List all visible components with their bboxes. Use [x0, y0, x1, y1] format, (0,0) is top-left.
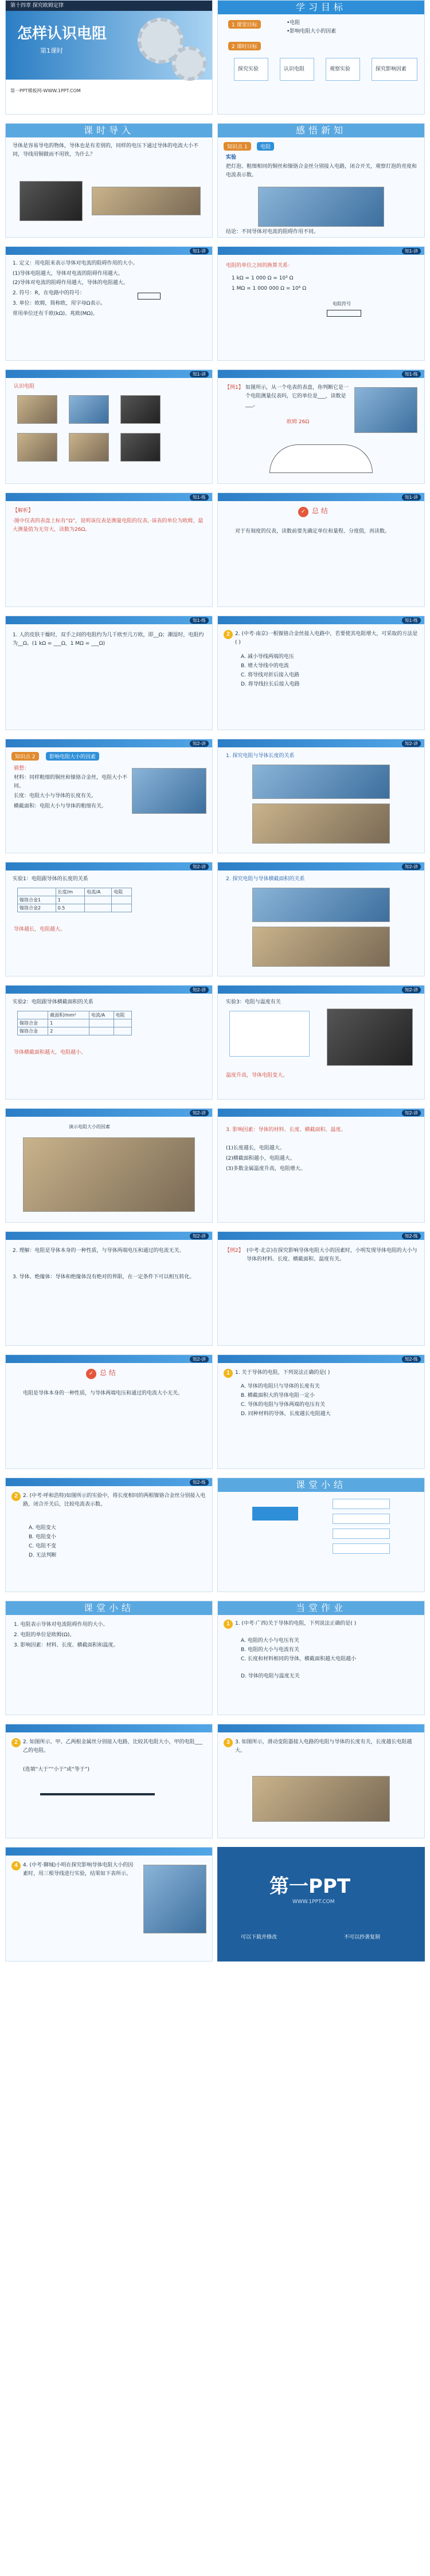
exp1-table: [17, 888, 132, 912]
option-d[interactable]: D. 导体的电阻与温度无关: [241, 1673, 300, 1679]
goal1-tag: 1 课堂目标: [228, 20, 261, 29]
mindmap-node: [333, 1529, 390, 1539]
slide-temp-exp[interactable]: 知2-讲 实验3：电阻与温度有关 温度升高，导体电阻变大。: [217, 985, 425, 1100]
guess-area: 横截面积：电阻大小与导体的粗细有关。: [14, 803, 107, 809]
resistor-symbol-icon: [138, 293, 161, 300]
factors-tag2: 影响电阻大小的因素: [46, 752, 99, 761]
example-answer: 欧姆 26Ω: [287, 419, 310, 425]
resistor-photo: [69, 395, 109, 424]
class-summary-heading: 课堂小结: [218, 1478, 424, 1492]
guess-material: 材料：同样粗细的铜丝和镍铬合金丝，电阻大小不同。: [14, 775, 128, 789]
length-exp-title: 1. 探究电阻与导体长度的关系: [226, 753, 295, 759]
class-summary2-heading: 课堂小结: [6, 1601, 212, 1615]
goal1-b: •影响电阻大小的因素: [287, 29, 337, 34]
def-line-2: (1)导体电阻越大，导体对电流的阻碍作用越大。: [13, 271, 123, 277]
question-text: 2. (中考·呼和浩特)如图所示的实验中，将长度相同的两根镍铬合金丝分别接入电路，闭合开关后，比较电流表示数。: [23, 1493, 206, 1507]
brand-logo: 第一PPT: [269, 1875, 351, 1898]
question-text: 2. 如图所示，甲、乙两根金属丝分别接入电路，比较其电阻大小，甲的电阻___乙的电阻。: [23, 1739, 202, 1754]
summary-text: 对于有刻度的仪表，读数前要先确定单位和量程、分度值，再读数。: [235, 529, 390, 534]
option-a[interactable]: A. 导体的电阻只与导体的长度有关: [241, 1384, 320, 1389]
option-c[interactable]: C. 长度和材料相同的导体，横截面积越大电阻越小: [241, 1656, 357, 1662]
wire-illustration: [40, 1793, 155, 1795]
slide-brand[interactable]: [217, 1847, 425, 1961]
question-number-badge: 1: [224, 1369, 233, 1378]
factors-tag: 知识点 2: [11, 752, 39, 761]
row-14: [0, 1601, 430, 1715]
row-13: [0, 1478, 430, 1592]
understand-line-1: 2. 理解：电阻是导体本身的一种性质，与导体两端电压和通过的电流无关。: [13, 1248, 185, 1254]
guess-length: 长度：电阻大小与导体的长度有关。: [14, 793, 97, 799]
question-text: 1. 关于导体的电阻，下列说法正确的是( ): [235, 1370, 330, 1376]
def-line-3: (2)导体对电流的阻碍作用越大，导体的电阻越大。: [13, 280, 128, 286]
row-8: [0, 862, 430, 976]
slide-title[interactable]: [5, 0, 213, 115]
question-number-badge: 1: [224, 1620, 233, 1629]
symbol-caption: 电阻符号: [333, 301, 351, 306]
slide-factors-summary[interactable]: 知2-讲 3. 影响因素：导体的材料、长度、横截面积、温度。 (1)长度越长，电阻越大。 (2)横截面积越小，电阻越大。 (3)多数金属温度升高，电阻增大。: [217, 1108, 425, 1223]
gear-icon: [172, 46, 206, 81]
table-header-row: 截面积/mm² 电流/A 电阻: [18, 1011, 132, 1019]
table-header-row: 长度/m 电流/A 电阻: [18, 888, 132, 896]
row-1: [0, 0, 430, 115]
exp1-conclusion: 导体越长，电阻越大。: [14, 927, 66, 932]
analysis-label: 【解析】: [13, 508, 34, 514]
experiment-label: 实验: [226, 155, 237, 160]
resistor-photo: [120, 433, 161, 462]
option-b[interactable]: B. 电阻的大小与电流有关: [241, 1647, 299, 1653]
factors-line-1: 3. 影响因素：导体的材料、长度、横截面积、温度。: [226, 1127, 346, 1133]
experiment-text: 把灯泡、粗细相同的铜丝和镍铬合金丝分别接入电路，闭合开关，观察灯泡的亮度和电流表示数。: [226, 164, 417, 178]
area-exp-title: 2. 探究电阻与导体横截面积的关系: [226, 876, 305, 882]
exp2-table: [17, 1011, 132, 1035]
slide-homework-3[interactable]: [217, 1724, 425, 1838]
slide-area-exp[interactable]: 知2-讲 2. 探究电阻与导体横截面积的关系: [217, 862, 425, 976]
mindmap-node: [333, 1514, 390, 1524]
slide-analysis-1[interactable]: 知1-练 【解析】 ·图中仪表的表盘上标有“Ω”，说明该仪表是测量电阻的仪表。·该表的单位为欧姆，最大测量值为无穷大，读数为26Ω。: [5, 493, 213, 607]
units-line-2: 1 kΩ = 1 000 Ω = 10³ Ω: [232, 275, 294, 281]
goals-heading: 学习目标: [218, 1, 424, 14]
units-line-3: 1 MΩ = 1 000 000 Ω = 10⁶ Ω: [232, 286, 307, 292]
question-text: 3. 如图所示，滑动变阻器接入电路的电阻与导体的长度有关，长度越长电阻越大。: [235, 1739, 412, 1754]
slide-homework[interactable]: [217, 1601, 425, 1715]
row-4: [0, 369, 430, 484]
slide-demo[interactable]: 知2-讲 演示电阻大小的因素: [5, 1108, 213, 1223]
slide-class-summary[interactable]: [217, 1478, 425, 1592]
row-15: [0, 1724, 430, 1838]
exp2-title: 实验2：电阻跟导体横截面积的关系: [13, 999, 93, 1005]
summary-item: 1. 电阻表示导体对电流阻碍作用的大小。: [14, 1622, 108, 1628]
def-line-5: 3. 单位：欧姆，简称欧，用字母Ω表示。: [13, 301, 106, 306]
circuit-image: [132, 768, 206, 814]
slide-homework-4[interactable]: [5, 1847, 213, 1961]
summary-heading: 总 结: [312, 507, 328, 515]
step-box: 探究实验: [234, 58, 268, 81]
dial-gauge: [269, 444, 373, 473]
goal1-a: •电阻: [287, 20, 300, 26]
option-b[interactable]: B. 增大导线中的电流: [241, 663, 289, 669]
row-12: [0, 1354, 430, 1469]
row-5: [0, 493, 430, 607]
slide-example-2[interactable]: 知2-练 【例2】 (中考·北京)在探究影响导体电阻大小的因素时，小明发现导体电阻的大小与导体的材料、长度、横截面积、温度有关。: [217, 1231, 425, 1346]
slide-exp1-table[interactable]: 知2-讲 实验1：电阻跟导体的长度的关系 长度/m 电流/A 电阻 镍铬合金1 1 镍铬合金2 0.5 导体越长，电阻越大。: [5, 862, 213, 976]
slide-summary-2[interactable]: 知2-讲 ✓ 总 结 电阻是导体本身的一种性质，与导体两端电压和通过的电流大小无关。: [5, 1354, 213, 1469]
row-16: [0, 1847, 430, 1961]
footer-note-1: 可以下载并修改: [241, 1935, 277, 1940]
conclusion-text: 结论：不同导体对电流的阻碍作用不同。: [226, 229, 319, 235]
intro-text: 导体是容易导电的物体，导体也是有差别的，同样的电压下通过导体的电流大小不同，导线用铜做而不用铁，为什么？: [13, 143, 199, 157]
option-c[interactable]: C. 电阻不变: [29, 1543, 57, 1549]
resistor-image: [92, 187, 201, 215]
homework-heading: 当堂作业: [218, 1601, 424, 1615]
temp-exp-title: 实验3：电阻与温度有关: [226, 999, 281, 1005]
chapter-label: 第十四章 探究欧姆定律: [10, 3, 64, 9]
footer-note-2: 不可以抄袭复制: [344, 1935, 381, 1940]
resistor-photo: [120, 395, 161, 424]
exp2-conclusion: 导体横截面积越大，电阻越小。: [14, 1050, 87, 1055]
slide-know-resistors[interactable]: 知1-讲 认识电阻: [5, 369, 213, 484]
slide-understanding[interactable]: 知2-讲 2. 理解：电阻是导体本身的一种性质，与导体两端电压和通过的电流无关。 3. 导体、绝缘体：导体和绝缘体没有绝对的界限，在一定条件下可以相互转化。: [5, 1231, 213, 1346]
question-text: 1. (中考·广西)关于导体的电阻，下列说法正确的是( ): [235, 1621, 357, 1626]
resistor-photo: [17, 395, 57, 424]
table-row: 镍铬合金 1: [18, 1019, 132, 1027]
question-number-badge: 2: [224, 630, 233, 639]
question-number-badge: 3: [224, 1738, 233, 1747]
apparatus-image: [252, 888, 390, 922]
mindmap-node: [333, 1543, 390, 1554]
temp-conclusion: 温度升高，导体电阻变大。: [226, 1073, 288, 1078]
factors-line-4: (3)多数金属温度升高，电阻增大。: [226, 1166, 306, 1172]
slide-length-exp[interactable]: 知2-讲 1. 探究电阻与导体长度的关系: [217, 739, 425, 853]
question-number-badge: 2: [11, 1492, 21, 1501]
example2-text: (中考·北京)在探究影响导体电阻大小的因素时，小明发现导体电阻的大小与导体的材料、长度、横截面积、温度有关。: [247, 1248, 417, 1262]
slide-exp2-table[interactable]: 知2-讲 实验2：电阻跟导体横截面积的关系 截面积/mm² 电流/A 电阻 镍铬合金 1 镍铬合金 2 导体横截面积越大，电阻越小。: [5, 985, 213, 1100]
step-box: 认识电阻: [280, 58, 314, 81]
summary2-heading: 总 结: [100, 1369, 116, 1377]
intro-heading: 课时导入: [6, 124, 212, 137]
row-9: [0, 985, 430, 1100]
slide-definition[interactable]: 知1-讲 1. 定义：用电阻来表示导体对电流的阻碍作用的大小。 (1)导体电阻越大，导体对电流的阻碍作用越大。 (2)导体对电流的阻碍作用越大，导体的电阻越大。 2. 符号：R，在电路中的符号： 3. 单位：欧姆，简称欧，用字母Ω表示。 常用单位还有千欧(kΩ)、兆欧(MΩ)。: [5, 246, 213, 361]
know-title: 认识电阻: [14, 384, 35, 389]
circuit-diagram: [229, 1011, 310, 1057]
summary-item: 2. 电阻的单位是欧姆(Ω)。: [14, 1632, 75, 1638]
example2-label: 【例2】: [225, 1248, 244, 1254]
knowledge-tag2: 电阻: [257, 142, 274, 151]
slide-exercise-2[interactable]: 知1-练 2 2. (中考·南京)一根镍铬合金丝接入电路中，若要使其电阻增大，可采取的方法是( ) A. 减小导线两端的电压 B. 增大导线中的电流 C. 将导线对折后接入电路 D. 将导线拉长后接入电路: [217, 616, 425, 730]
analysis-text: ·图中仪表的表盘上标有“Ω”，说明该仪表是测量电阻的仪表。·该表的单位为欧姆，最大测量值为无穷大，读数为26Ω。: [13, 518, 204, 533]
summary-item: 3. 影响因素：材料、长度、横截面积和温度。: [14, 1643, 119, 1648]
def-line-1: 1. 定义：用电阻来表示导体对电流的阻碍作用的大小。: [13, 261, 138, 266]
option-c[interactable]: C. 将导线对折后接入电路: [241, 672, 300, 678]
example-label: 【例1】: [225, 385, 244, 391]
row-6: [0, 616, 430, 730]
understand-line-2: 3. 导体、绝缘体：导体和绝缘体没有绝对的界限，在一定条件下可以相互转化。: [13, 1274, 195, 1280]
option-d[interactable]: D. 无法判断: [29, 1553, 57, 1558]
cable-image: [19, 181, 83, 221]
option-b[interactable]: B. 横截面积大的导体电阻一定小: [241, 1393, 315, 1399]
slide-units[interactable]: 知1-讲 电阻的单位之间的换算关系： 1 kΩ = 1 000 Ω = 10³ Ω 1 MΩ = 1 000 000 Ω = 10⁶ Ω 电阻符号: [217, 246, 425, 361]
slide-exercise-4[interactable]: 知2-练 2 2. (中考·呼和浩特)如图所示的实验中，将长度相同的两根镍铬合金丝分别接入电路，闭合开关后，比较电流表示数。 A. 电阻变大 B. 电阻变小 C. 电阻不变 D. 无法判断: [5, 1478, 213, 1592]
option-b[interactable]: B. 电阻变小: [29, 1534, 56, 1540]
brand-url[interactable]: WWW.1PPT.COM: [292, 1899, 335, 1905]
row-3: [0, 246, 430, 361]
rheostat-image: [252, 1776, 390, 1822]
question-text: 2. (中考·南京)一根镍铬合金丝接入电路中，若要使其电阻增大，可采取的方法是( ): [235, 631, 418, 645]
slide-example-1[interactable]: 知1-练 【例1】 如图所示，从一个电表的表盘，你判断它是一个电阻测量仪表吗，它的单位是___，读数是___。 欧姆 26Ω: [217, 369, 425, 484]
summary2-text: 电阻是导体本身的一种性质，与导体两端电压和通过的电流大小无关。: [23, 1391, 183, 1396]
mindmap-node: [333, 1499, 390, 1509]
mindmap-node: [252, 1507, 298, 1521]
circuit-image: [258, 187, 384, 227]
question-text: 4. (中考·聊城)小明在探究影响导体电阻大小的因素时，用三根导线进行实验，结果如下表所示。: [23, 1862, 134, 1877]
page-title: 怎样认识电阻: [17, 25, 107, 42]
option-d[interactable]: D. 同种材料的导体，长度越长电阻越大: [241, 1411, 331, 1417]
resistor-photo: [69, 433, 109, 462]
option-a[interactable]: A. 电阻变大: [29, 1525, 56, 1531]
resistor-symbol-icon: [327, 310, 361, 317]
factors-line-3: (2)横截面积越小，电阻越大。: [226, 1156, 295, 1161]
demo-board-image: [23, 1137, 195, 1212]
table-row: 镍铬合金1 1: [18, 896, 132, 904]
row-10: [0, 1108, 430, 1223]
slide-summary-1[interactable]: 知1-讲 ✓ 总 结 对于有刻度的仪表，读数前要先确定单位和量程、分度值，再读数。: [217, 493, 425, 607]
row-7: [0, 739, 430, 853]
row-2: [0, 123, 430, 238]
factors-line-2: (1)长度越长，电阻越大。: [226, 1145, 285, 1151]
site-label: 第一PPT模板网-WWW.1PPT.COM: [10, 88, 81, 93]
demo-title: 演示电阻大小的因素: [69, 1124, 110, 1129]
table-row: 镍铬合金2 0.5: [18, 904, 132, 912]
summary-icon: ✓: [298, 507, 308, 517]
units-line-1: 电阻的单位之间的换算关系：: [226, 263, 294, 269]
def-line-4: 2. 符号：R，在电路中的符号：: [13, 290, 85, 296]
slide-exercise-3[interactable]: 知2-练 1 1. 关于导体的电阻，下列说法正确的是( ) A. 导体的电阻只与导体的长度有关 B. 横截面积大的导体电阻一定小 C. 导体的电阻与导体两端的电压有关 D. 同种材料的导体，长度越长电阻越大: [217, 1354, 425, 1469]
question-note: (选填“大于”“小于”或“等于”): [23, 1767, 89, 1773]
goal2-tag: 2 课时目标: [228, 42, 261, 50]
exp1-title: 实验1：电阻跟导体的长度的关系: [13, 876, 88, 882]
lab-photo: [327, 1009, 413, 1066]
step-box: 探究影响因素: [372, 58, 417, 81]
meter-image: [354, 387, 417, 433]
option-a[interactable]: A. 电阻的大小与电压有关: [241, 1638, 299, 1644]
knowledge-tag: 知识点 1: [224, 142, 251, 151]
question-number-badge: 2: [11, 1738, 21, 1747]
experiment-image: [143, 1865, 206, 1933]
exercise-text: 1. 人的皮肤干燥时，双手之间的电阻约为几千欧至几万欧，即__Ω；潮湿时，电阻约为__Ω。(1 kΩ = ___Ω，1 MΩ = ___Ω): [13, 632, 204, 647]
def-line-6: 常用单位还有千欧(kΩ)、兆欧(MΩ)。: [13, 311, 98, 317]
apparatus-image: [252, 765, 390, 799]
option-d[interactable]: D. 将导线拉长后接入电路: [241, 682, 300, 687]
slide-intro[interactable]: [5, 123, 213, 238]
step-box: 观察实验: [326, 58, 360, 81]
table-row: 镍铬合金 2: [18, 1027, 132, 1035]
page-subtitle: 第1课时: [40, 47, 63, 54]
slide-new-knowledge[interactable]: [217, 123, 425, 238]
summary-icon: ✓: [86, 1369, 96, 1379]
apparatus-image: [252, 803, 390, 844]
row-11: [0, 1231, 430, 1346]
guess-label: 猜想：: [14, 766, 30, 771]
knowledge-heading: 感悟新知: [218, 124, 424, 137]
option-a[interactable]: A. 减小导线两端的电压: [241, 654, 294, 660]
slide-factors[interactable]: 知2-讲 知识点 2 影响电阻大小的因素 猜想： 材料：同样粗细的铜丝和镍铬合金丝，电阻大小不同。 长度：电阻大小与导体的长度有关。 横截面积：电阻大小与导体的粗细有关。: [5, 739, 213, 853]
example-text: 如图所示，从一个电表的表盘，你判断它是一个电阻测量仪表吗，它的单位是___，读数是___。: [245, 385, 349, 408]
question-number-badge: 4: [11, 1861, 21, 1870]
slide-homework-2[interactable]: [5, 1724, 213, 1838]
resistor-photo: [17, 433, 57, 462]
apparatus-image: [252, 927, 390, 967]
slide-class-summary-2[interactable]: [5, 1601, 213, 1715]
slide-goals[interactable]: [217, 0, 425, 115]
slide-exercise-1[interactable]: 知1-练 1. 人的皮肤干燥时，双手之间的电阻约为几千欧至几万欧，即__Ω；潮湿时，电阻约为__Ω。(1 kΩ = ___Ω，1 MΩ = ___Ω): [5, 616, 213, 730]
option-c[interactable]: C. 导体的电阻与导体两端的电压有关: [241, 1402, 326, 1408]
